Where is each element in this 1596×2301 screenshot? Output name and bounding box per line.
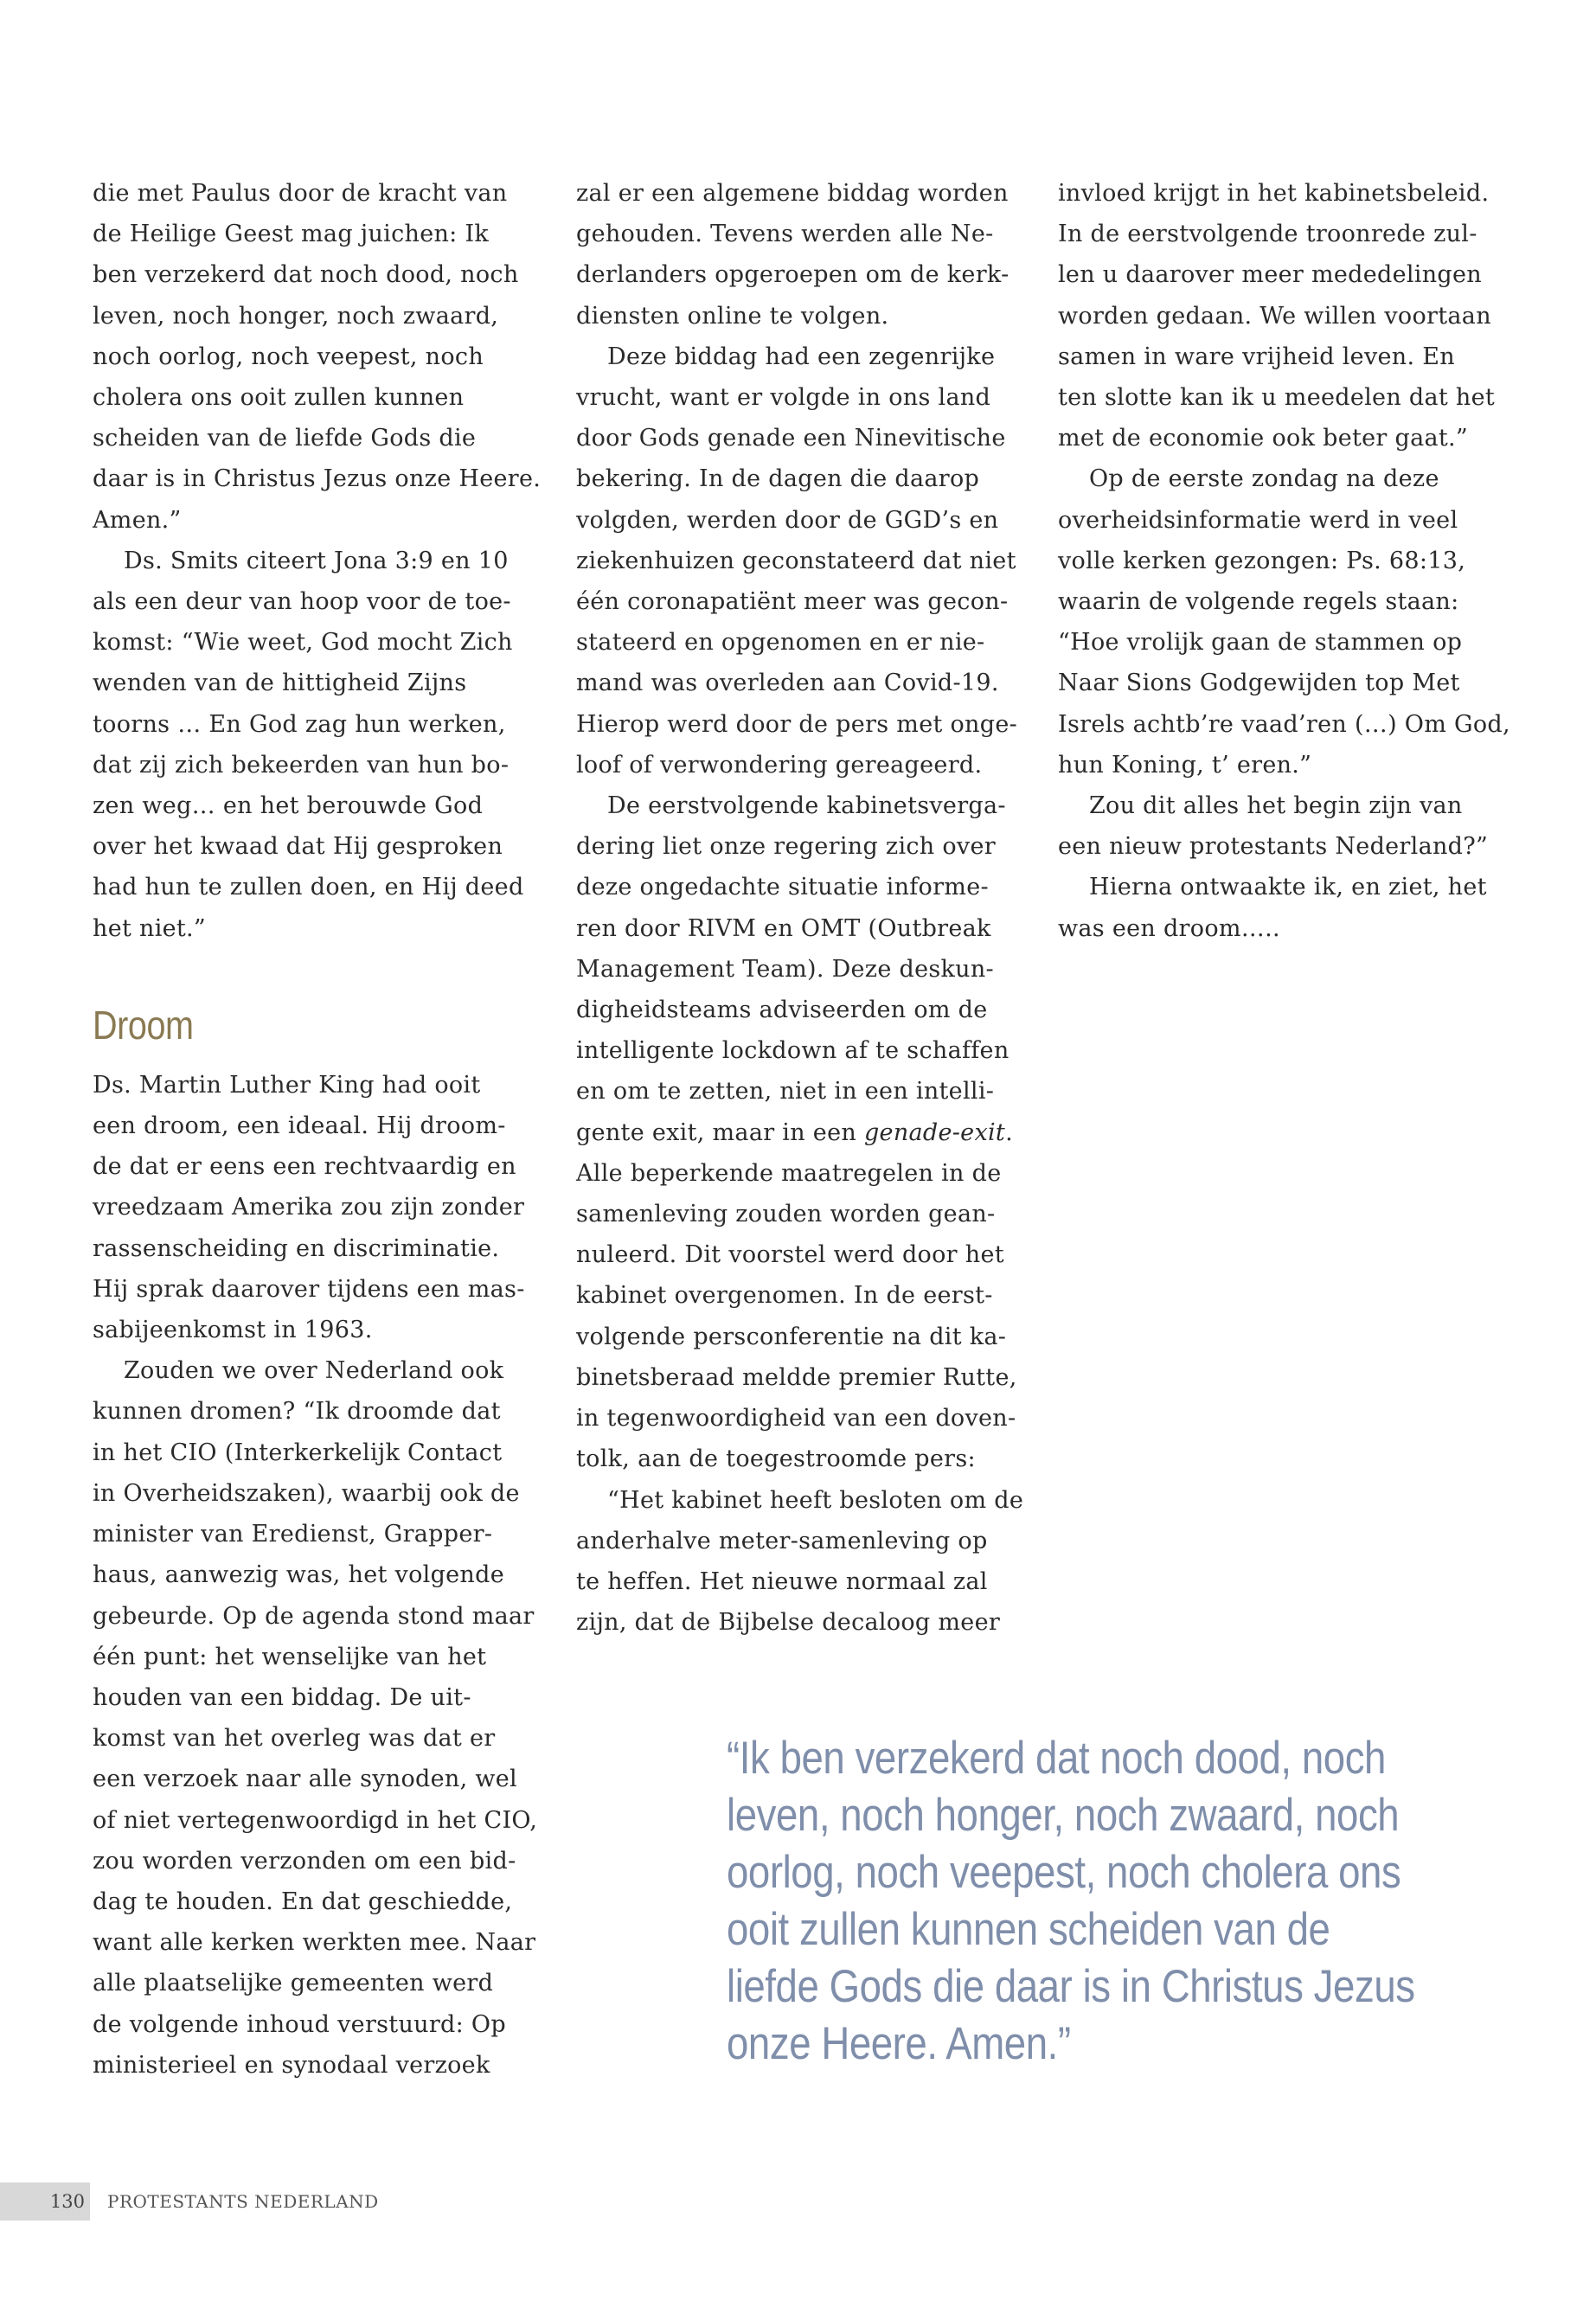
paragraph: Zou dit alles het begin zijn van een nieuw protestants Nederland?” [1058, 792, 1489, 861]
emphasis-genade-exit: genade-exit [863, 1118, 1006, 1146]
pull-quote: “Ik ben verzekerd dat noch dood, noch leven, noch honger, noch zwaard, noch oorlog, noch veepest, noch cholera ons ooit zullen kunnen scheiden van de liefde Gods die daar is in Christus Jezus onze Heere. Amen.” [727, 1733, 1415, 2069]
article-column-1 [93, 173, 542, 2086]
paragraph: Ds. Smits citeert Jona 3:9 en 10 als een deur van hoop voor de toe- komst: “Wie weet, God mocht Zich wenden van de hittigheid Zijns toorns … En God zag hun werken, dat zij zich bekeerden van hun bo- zen weg… en het berouwde God over het kwaad dat Hij gesproken had hun te zullen doen, en Hij deed het niet.” [93, 547, 524, 942]
paragraph: Op de eerste zondag na deze overheidsinformatie werd in veel volle kerken gezongen: Ps. 68:13, waarin de volgende regels staan: “Hoe vrolijk gaan de stammen op Naar Sions Godgewijden top Met Isrels achtb’re vaad’ren (…) Om God, hun Koning, t’ eren.” [1058, 465, 1510, 779]
page-footer [0, 2182, 379, 2221]
paragraph: zal er een algemene biddag worden gehouden. Tevens werden alle Ne- derlanders opgeroepen om de kerk- diensten online te volgen. [576, 180, 1010, 330]
paragraph: Ds. Martin Luther King had ooit een droom, een ideaal. Hij droom- de dat er eens een rechtvaardig en vreedzaam Amerika zou zijn zonder rassenscheiding en discriminatie. Hij sprak daarover tijdens een mas- sabijeenkomst in 1963. [93, 1071, 525, 1344]
paragraph: Zouden we over Nederland ook kunnen dromen? “Ik droomde dat in het CIO (Interkerkelijk Contact in Overheidszaken), waarbij ook de minister van Eredienst, Grapper- haus, aanwezig was, het volgende gebeurde. Op de agenda stond maar één punt: het wenselijke van het houden van een biddag. De uit- komst van het overleg was dat er een verzoek naar alle synoden, wel of niet vertegenwoordigd in het CIO, zou worden verzonden om een bid- dag te houden. En dat geschiedde, want alle kerken werkten mee. Naar alle plaatselijke gemeenten werd de volgende inhoud verstuurd: Op ministerieel en synodaal verzoek [93, 1357, 538, 2079]
article-column-3 [1058, 173, 1521, 949]
paragraph: “Het kabinet heeft besloten om de anderhalve meter-samenleving op te heffen. Het nieuwe normaal zal zijn, dat de Bijbelse decaloog meer [576, 1486, 1024, 1637]
paragraph: invloed krijgt in het kabinetsbeleid. In de eerstvolgende troonrede zul- len u daarover meer mededelingen worden gedaan. We willen voortaan samen in ware vrijheid leven. En ten slotte kan ik u meedelen dat het met de economie ook beter gaat.” [1058, 180, 1496, 452]
paragraph-text: De eerstvolgende kabinetsverga- dering liet onze regering zich over deze ongedachte situatie informe- ren door RIVM en OMT (Outbreak Management Team). Deze deskun- digheidsteams adviseerden om de intelligente lockdown af te schaffen en om te zetten, niet in een intelli- gente exit, maar in een [576, 792, 1010, 1146]
publication-name: PROTESTANTS NEDERLAND [107, 2191, 379, 2212]
paragraph: Deze biddag had een zegenrijke vrucht, want er volgde in ons land door Gods genade een Ninevitische bekering. In de dagen die daarop volgden, werden door de GGD’s en ziekenhuizen geconstateerd dat niet één coronapatiënt meer was gecon- stateerd en opgenomen en er nie- mand was overleden aan Covid-19. Hierop werd door de pers met onge- loof of verwondering gereageerd. [576, 343, 1018, 779]
article-column-2 [576, 173, 1035, 1643]
section-heading-droom: Droom [93, 1002, 194, 1048]
page-number: 130 [0, 2182, 90, 2221]
paragraph [576, 785, 1035, 1479]
paragraph-text: . Alle beperkende maatregelen in de samenleving zouden worden gean- nuleerd. Dit voorstel werd door het kabinet overgenomen. In de eerst- volgende persconferentie na dit ka- binetsberaad meldde premier Rutte, in tegenwoordigheid van een doven- tolk, aan de toegestroomde pers: [576, 1118, 1017, 1473]
paragraph: die met Paulus door de kracht van de Heilige Geest mag juichen: Ik ben verzekerd dat noch dood, noch leven, noch honger, noch zwaard, noch oorlog, noch veepest, noch cholera ons ooit zullen kunnen scheiden van de liefde Gods die daar is in Christus Jezus onze Heere. Amen.” [93, 180, 542, 534]
paragraph: Hierna ontwaakte ik, en ziet, het was een droom….. [1058, 874, 1487, 942]
